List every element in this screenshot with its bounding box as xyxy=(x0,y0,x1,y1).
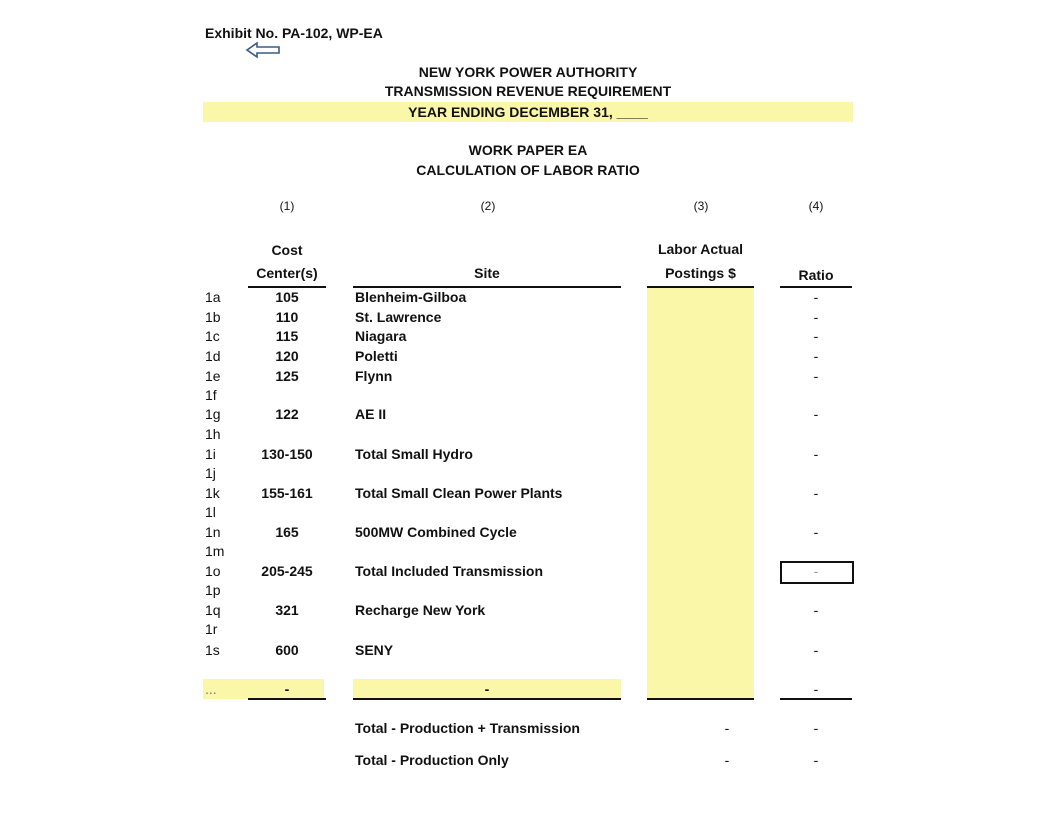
exhibit-number: Exhibit No. PA-102, WP-EA xyxy=(205,25,383,41)
cost-center: 120 xyxy=(275,348,299,364)
highlight-box xyxy=(780,561,854,584)
ratio-value: - xyxy=(813,446,819,462)
site-name: Recharge New York xyxy=(355,602,486,618)
footer-rule-cc xyxy=(248,698,326,700)
total-ratio: - xyxy=(813,752,819,768)
site-name: Poletti xyxy=(355,348,398,364)
row-label: 1o xyxy=(205,563,221,579)
table-row xyxy=(0,541,1055,561)
row-label: 1k xyxy=(205,485,220,501)
cost-center: 130-150 xyxy=(261,446,313,462)
extra-row-cc: - xyxy=(284,681,290,697)
ratio-value: - xyxy=(813,348,819,364)
header-year: YEAR ENDING DECEMBER 31, ____ xyxy=(203,102,853,122)
row-label: 1q xyxy=(205,602,221,618)
row-label: 1m xyxy=(205,543,225,559)
table-row xyxy=(0,424,1055,444)
col-number-2: (2) xyxy=(480,199,496,213)
ratio-value: - xyxy=(813,485,819,501)
cost-center: 125 xyxy=(275,368,299,384)
ratio-value: - xyxy=(813,524,819,540)
site-name: Total Included Transmission xyxy=(355,563,543,579)
table-row xyxy=(0,522,1055,542)
site-name: St. Lawrence xyxy=(355,309,442,325)
cost-center: 110 xyxy=(275,309,299,325)
cost-center: 600 xyxy=(275,642,299,658)
table-row xyxy=(0,463,1055,483)
row-label: 1l xyxy=(205,504,216,520)
total-production-only xyxy=(0,750,1055,770)
table-row xyxy=(0,600,1055,620)
site-name: Total Small Clean Power Plants xyxy=(355,485,563,501)
row-label: 1b xyxy=(205,309,221,325)
site-name: AE II xyxy=(355,406,387,422)
site-name: Niagara xyxy=(355,328,407,344)
site-name: Total Small Hydro xyxy=(355,446,473,462)
total-label: Total - Production + Transmission xyxy=(355,720,580,736)
cost-center: 105 xyxy=(275,289,299,305)
table-row xyxy=(0,619,1055,639)
row-label: 1p xyxy=(205,582,221,598)
row-label: 1i xyxy=(205,446,216,462)
table-row xyxy=(0,404,1055,424)
ratio-value: - xyxy=(813,309,819,325)
header-calculation: CALCULATION OF LABOR RATIO xyxy=(416,162,640,178)
table-row xyxy=(0,483,1055,503)
ratio-value: - xyxy=(813,563,819,579)
header-cost: Cost xyxy=(271,242,303,258)
row-label: 1d xyxy=(205,348,221,364)
header-postings: Postings $ xyxy=(665,265,736,281)
total-label: Total - Production Only xyxy=(355,752,509,768)
total-labor: - xyxy=(724,720,730,736)
header-center: Center(s) xyxy=(256,265,318,281)
table-row xyxy=(0,287,1055,307)
ratio-value: - xyxy=(813,289,819,305)
row-label: 1g xyxy=(205,406,221,422)
header-title: TRANSMISSION REVENUE REQUIREMENT xyxy=(384,83,672,99)
row-label: 1a xyxy=(205,289,221,305)
footer-rule-labor xyxy=(647,698,754,700)
extra-row-ratio: - xyxy=(813,681,819,697)
extra-row xyxy=(0,679,1055,699)
cost-center: 205-245 xyxy=(261,563,313,579)
table-row xyxy=(0,502,1055,522)
extra-row-label: ... xyxy=(205,681,217,697)
cost-center: 165 xyxy=(275,524,299,540)
footer-rule-ratio xyxy=(780,698,852,700)
header-org: NEW YORK POWER AUTHORITY xyxy=(418,64,638,80)
table-row xyxy=(0,366,1055,386)
table-row xyxy=(0,346,1055,366)
header-workpaper: WORK PAPER EA xyxy=(468,142,588,158)
site-name: SENY xyxy=(355,642,394,658)
row-label: 1j xyxy=(205,465,216,481)
header-site: Site xyxy=(474,265,500,281)
header-ratio: Ratio xyxy=(798,267,834,283)
ratio-value: - xyxy=(813,368,819,384)
table-row xyxy=(0,385,1055,405)
table-row xyxy=(0,326,1055,346)
cost-center: 321 xyxy=(275,602,299,618)
col-number-4: (4) xyxy=(808,199,824,213)
col-number-1: (1) xyxy=(279,199,295,213)
cost-center: 115 xyxy=(275,328,299,344)
total-labor: - xyxy=(724,752,730,768)
row-label: 1e xyxy=(205,368,221,384)
table-row xyxy=(0,580,1055,600)
cost-center: 122 xyxy=(275,406,299,422)
header-labor: Labor Actual xyxy=(657,241,744,257)
footer-rule-site xyxy=(353,698,621,700)
row-label: 1f xyxy=(205,387,217,403)
row-label: 1c xyxy=(205,328,220,344)
row-label: 1h xyxy=(205,426,221,442)
ratio-value: - xyxy=(813,642,819,658)
total-production-transmission xyxy=(0,718,1055,738)
table-row xyxy=(0,307,1055,327)
row-label: 1n xyxy=(205,524,221,540)
table-row xyxy=(0,444,1055,464)
ratio-value: - xyxy=(813,328,819,344)
site-name: Blenheim-Gilboa xyxy=(355,289,467,305)
table-row xyxy=(0,640,1055,660)
extra-row-site: - xyxy=(484,681,490,697)
col-number-3: (3) xyxy=(693,199,709,213)
total-ratio: - xyxy=(813,720,819,736)
cost-center: 155-161 xyxy=(261,485,313,501)
left-arrow-icon xyxy=(245,41,281,59)
table-row xyxy=(0,561,1055,581)
row-label: 1s xyxy=(205,642,220,658)
site-name: Flynn xyxy=(355,368,393,384)
row-label: 1r xyxy=(205,621,218,637)
ratio-value: - xyxy=(813,602,819,618)
site-name: 500MW Combined Cycle xyxy=(355,524,517,540)
ratio-value: - xyxy=(813,406,819,422)
